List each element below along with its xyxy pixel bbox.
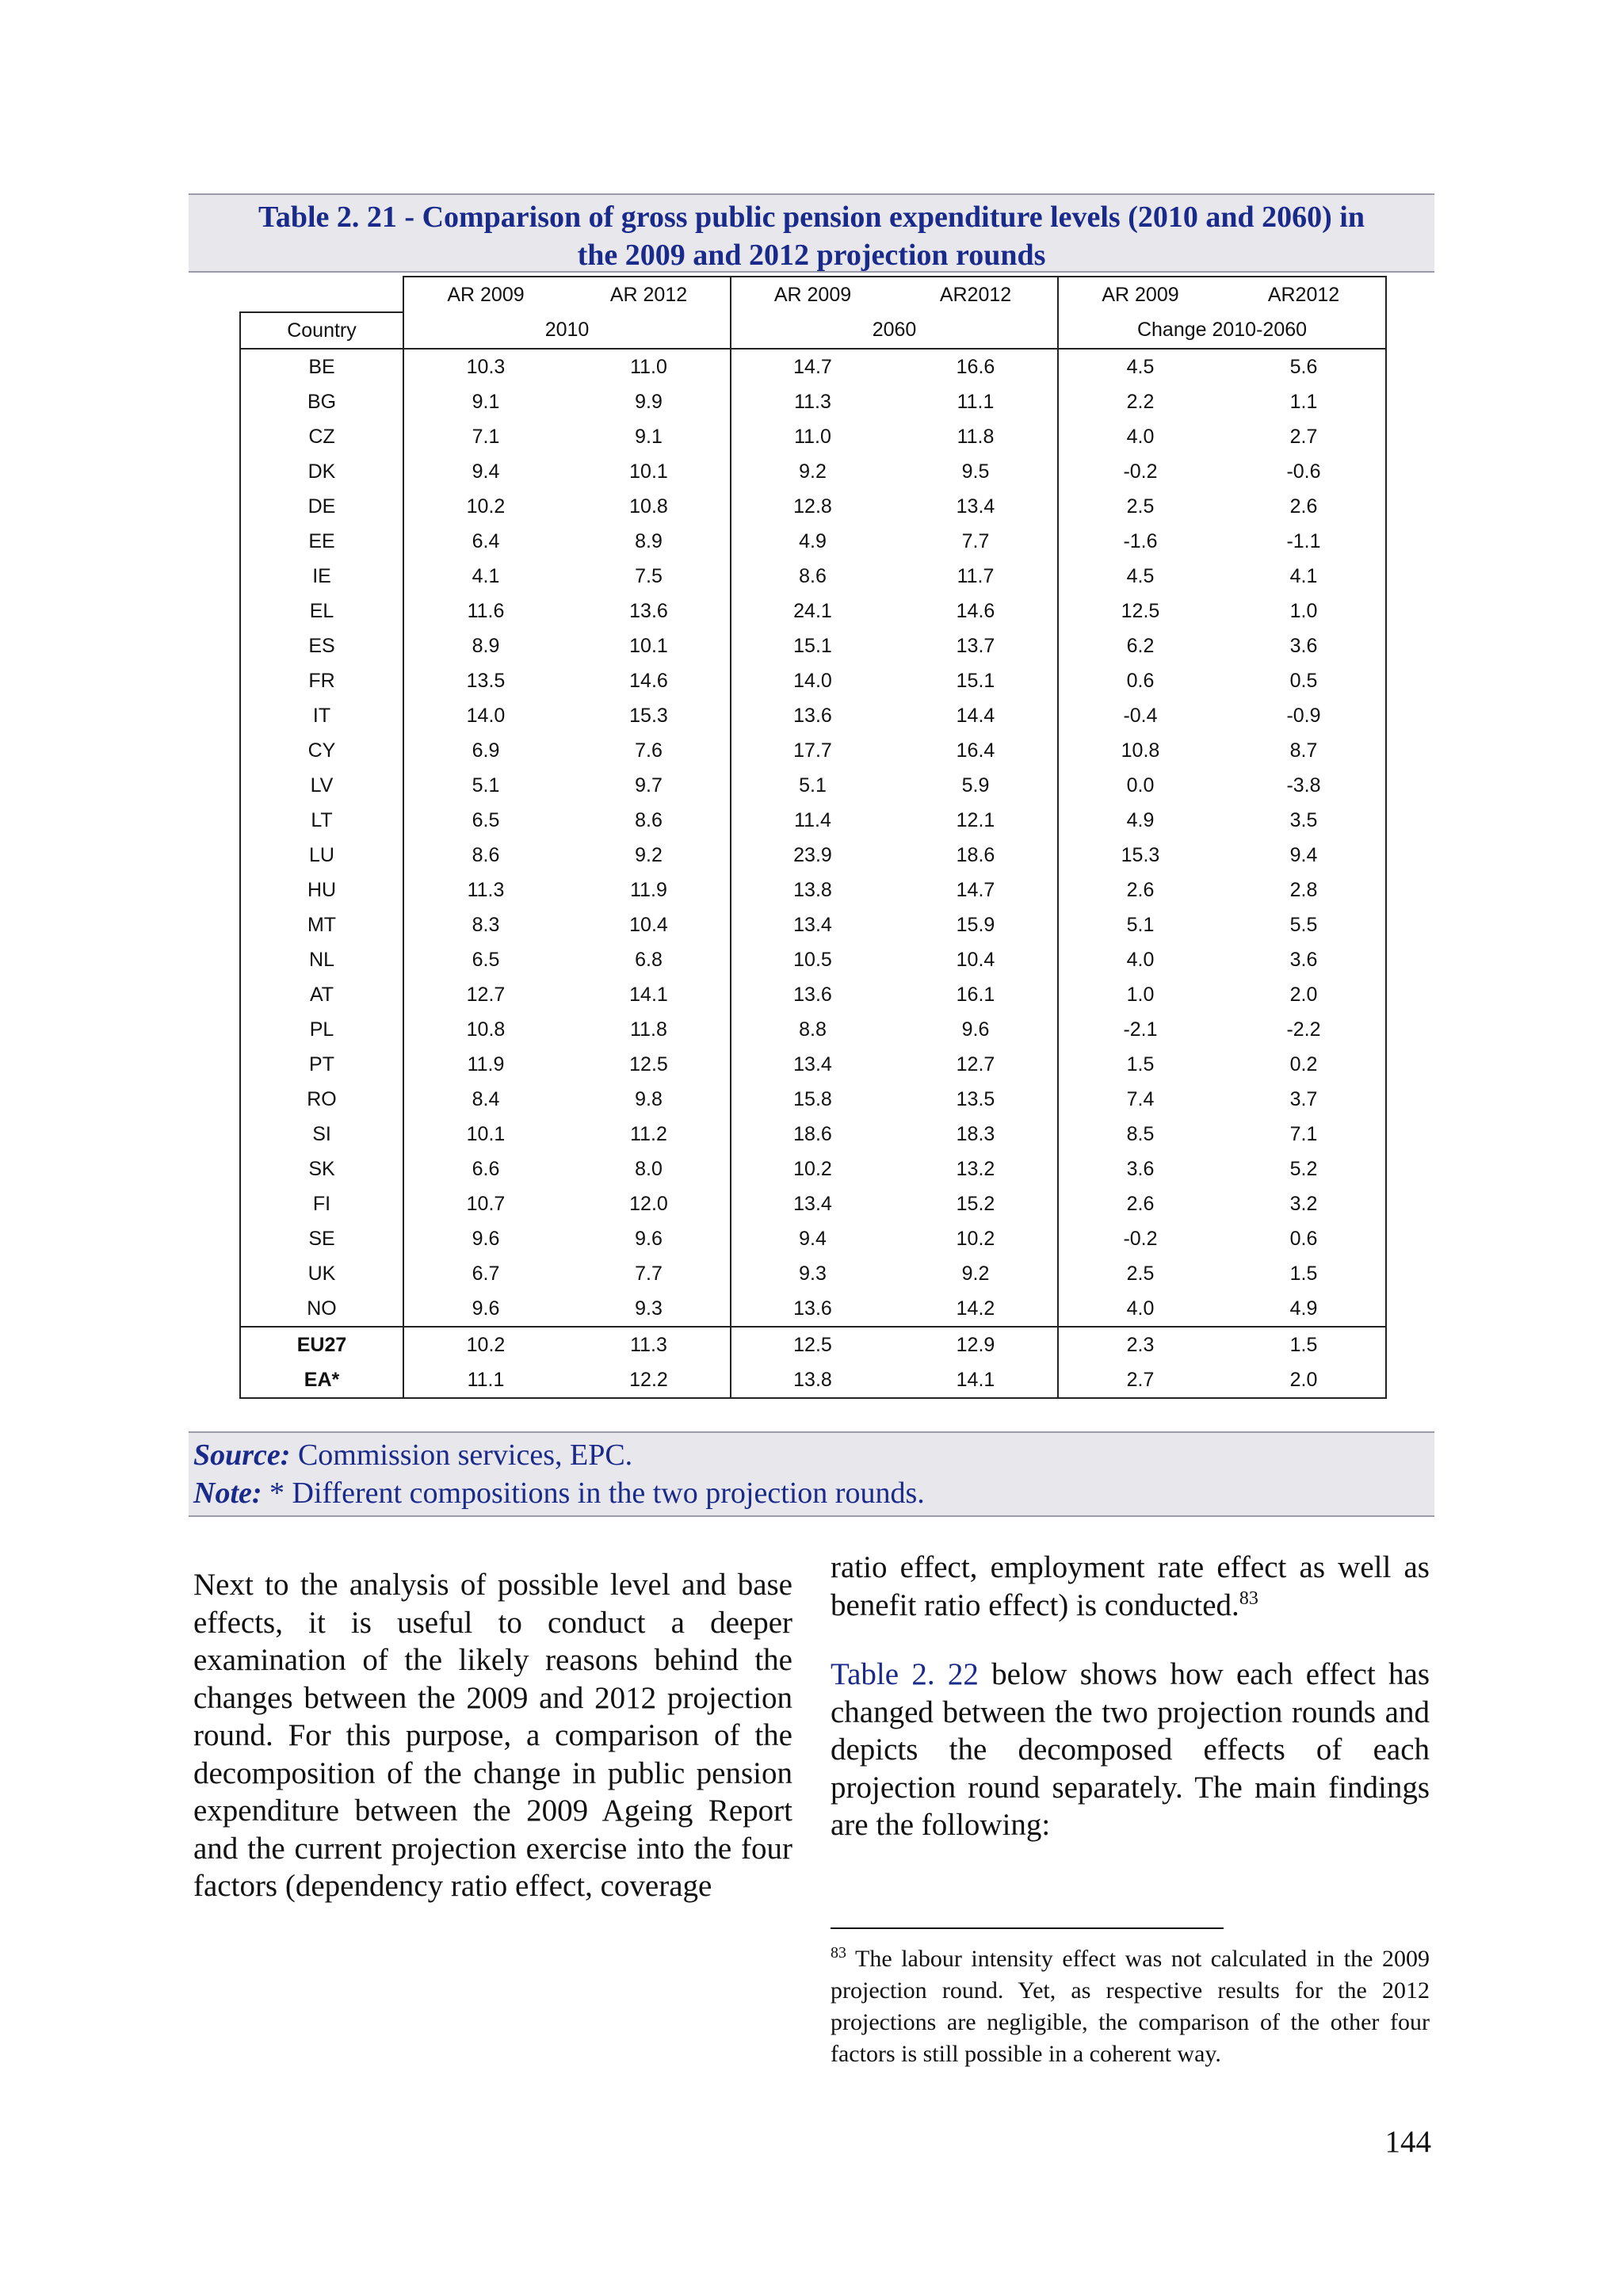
country-cell: NL	[240, 942, 403, 977]
value-cell: 3.7	[1222, 1082, 1386, 1117]
value-cell: 9.4	[1222, 838, 1386, 873]
value-cell: 9.6	[472, 1227, 500, 1250]
country-cell: LV	[240, 768, 403, 803]
value-cell: 16.4	[956, 739, 995, 762]
country-cell: SK	[240, 1152, 403, 1186]
country-cell: PT	[240, 1047, 403, 1082]
value-cell: 1.5	[1222, 1327, 1386, 1362]
group-header-2010: 2010	[403, 312, 731, 349]
value-cell: 6.9	[472, 739, 500, 762]
value-cell: 2.6	[1058, 1186, 1222, 1221]
value-cell: 3.5	[1222, 803, 1386, 838]
value-cell: -1.6	[1058, 524, 1222, 559]
country-cell: IE	[240, 559, 403, 594]
table-summary	[240, 1327, 1386, 1398]
value-cell: 11.1	[957, 390, 995, 413]
value-cell: 2.3	[1058, 1327, 1222, 1362]
value-cell: 11.3	[567, 1327, 731, 1362]
value-cell: 15.8	[731, 1082, 894, 1117]
value-cell: 13.4	[956, 495, 995, 518]
value-cell: 11.8	[957, 425, 995, 448]
value-cell: 4.0	[1058, 1291, 1222, 1327]
value-cell: 12.2	[567, 1362, 731, 1398]
footnote-ref[interactable]: 83	[1239, 1587, 1258, 1609]
value-cell: 2.5	[1058, 1256, 1222, 1291]
value-cell: 12.0	[629, 1192, 668, 1215]
country-cell: BE	[240, 349, 403, 384]
value-cell: 0.6	[1222, 1221, 1386, 1256]
value-cell: 2.2	[1058, 384, 1222, 419]
value-cell: 9.1	[472, 390, 500, 413]
value-cell: 0.5	[1222, 663, 1386, 698]
table-row	[240, 1256, 1386, 1291]
round-header: AR 2009	[1058, 277, 1222, 312]
value-cell: 16.1	[956, 983, 995, 1006]
value-cell: 14.0	[731, 663, 894, 698]
value-cell: 10.1	[629, 460, 668, 483]
value-cell: 14.6	[956, 599, 995, 622]
value-cell: 0.2	[1222, 1047, 1386, 1082]
value-cell: 12.9	[894, 1327, 1058, 1362]
value-cell: 7.4	[1058, 1082, 1222, 1117]
value-cell: 14.1	[894, 1362, 1058, 1398]
value-cell: 3.2	[1222, 1186, 1386, 1221]
value-cell: -3.8	[1222, 768, 1386, 803]
value-cell: 15.2	[956, 1192, 995, 1215]
country-cell: EA*	[240, 1362, 403, 1398]
value-cell: 7.7	[961, 529, 990, 552]
value-cell: 13.6	[731, 977, 894, 1012]
value-cell: 8.4	[472, 1087, 500, 1110]
country-cell: SI	[240, 1117, 403, 1152]
value-cell: 8.6	[635, 808, 663, 831]
value-cell: 15.3	[629, 704, 668, 727]
value-cell: 12.8	[731, 489, 894, 524]
value-cell: 3.6	[1058, 1152, 1222, 1186]
value-cell: 2.6	[1222, 489, 1386, 524]
country-header: Country	[240, 312, 403, 349]
value-cell: 13.6	[731, 698, 894, 733]
right-paragraph-rest: below shows how each effect has changed between the two projection rounds and depicts the decomposed effects of each projection round separately. The main findings are the following:	[831, 1657, 1430, 1842]
value-cell: 11.9	[467, 1052, 505, 1075]
value-cell: 2.7	[1058, 1362, 1222, 1398]
value-cell: 13.2	[956, 1157, 995, 1180]
table-row	[240, 1186, 1386, 1221]
table-row	[240, 663, 1386, 698]
round-header: AR2012	[894, 277, 1058, 312]
value-cell: 9.2	[961, 1262, 990, 1285]
country-cell: CY	[240, 733, 403, 768]
value-cell: 5.9	[961, 774, 990, 797]
value-cell: 9.1	[635, 425, 663, 448]
country-cell: RO	[240, 1082, 403, 1117]
country-cell: DE	[240, 489, 403, 524]
country-cell: ES	[240, 628, 403, 663]
value-cell: 9.6	[403, 1291, 567, 1327]
value-cell: 14.6	[629, 669, 668, 692]
value-cell: 9.8	[635, 1087, 663, 1110]
table-row	[240, 768, 1386, 803]
value-cell: 11.8	[630, 1018, 667, 1041]
value-cell: 18.3	[956, 1122, 995, 1145]
value-cell: 6.7	[472, 1262, 500, 1285]
value-cell: 0.6	[1058, 663, 1222, 698]
right-column	[831, 1549, 1430, 1844]
pension-expenditure-table	[239, 276, 1387, 1399]
right-paragraph-text: ratio effect, employment rate effect as well as benefit ratio effect) is conducted.	[831, 1550, 1430, 1622]
value-cell: 13.4	[731, 907, 894, 942]
table-row	[240, 1221, 1386, 1256]
value-cell: 9.4	[731, 1221, 894, 1256]
value-cell: 2.0	[1222, 977, 1386, 1012]
value-cell: 14.4	[956, 704, 995, 727]
country-cell: FR	[240, 663, 403, 698]
value-cell: 9.6	[961, 1018, 990, 1041]
source-label: Source:	[193, 1438, 291, 1472]
footnote-text: The labour intensity effect was not calculated in the 2009 projection round. Yet, as respective results for the 2012 projections are negligible, the comparison of the other four factors is still possible in a coherent way.	[831, 1946, 1430, 2067]
value-cell: 8.6	[472, 843, 500, 866]
table-row	[240, 454, 1386, 489]
value-cell: 10.2	[731, 1152, 894, 1186]
country-cell: NO	[240, 1291, 403, 1327]
value-cell: 13.4	[731, 1047, 894, 1082]
value-cell: 13.8	[731, 1362, 894, 1398]
value-cell: 6.5	[472, 808, 500, 831]
value-cell: 9.6	[635, 1227, 663, 1250]
group-header-change: Change 2010-2060	[1058, 312, 1386, 349]
round-header: AR 2009	[403, 277, 567, 312]
value-cell: 14.2	[894, 1291, 1058, 1327]
value-cell: 12.5	[1058, 594, 1222, 628]
country-cell: DK	[240, 454, 403, 489]
footnote-number: 83	[831, 1944, 846, 1962]
page-number: 144	[1384, 2125, 1431, 2159]
value-cell: 13.5	[956, 1087, 995, 1110]
table-row	[240, 1047, 1386, 1082]
value-cell: 8.7	[1222, 733, 1386, 768]
value-cell: 10.2	[403, 1327, 567, 1362]
value-cell: 15.3	[1058, 838, 1222, 873]
value-cell: 17.7	[731, 733, 894, 768]
country-cell: EE	[240, 524, 403, 559]
value-cell: 1.5	[1058, 1047, 1222, 1082]
value-cell: 11.0	[731, 419, 894, 454]
value-cell: 2.6	[1058, 873, 1222, 907]
table-row	[240, 489, 1386, 524]
value-cell: 12.7	[466, 983, 506, 1006]
value-cell: 6.6	[472, 1157, 500, 1180]
value-cell: 10.2	[956, 1227, 995, 1250]
value-cell: 0.0	[1058, 768, 1222, 803]
value-cell: 13.6	[731, 1291, 894, 1327]
country-cell: AT	[240, 977, 403, 1012]
value-cell: 8.8	[731, 1012, 894, 1047]
table-row	[240, 838, 1386, 873]
value-cell: 4.0	[1058, 419, 1222, 454]
body-paragraph-right-2	[831, 1656, 1430, 1844]
table-row	[240, 594, 1386, 628]
country-cell: HU	[240, 873, 403, 907]
value-cell: 10.5	[731, 942, 894, 977]
country-cell: IT	[240, 698, 403, 733]
value-cell: 23.9	[731, 838, 894, 873]
value-cell: 4.0	[1058, 942, 1222, 977]
value-cell: -0.4	[1058, 698, 1222, 733]
value-cell: 10.8	[1058, 733, 1222, 768]
value-cell: 2.5	[1058, 489, 1222, 524]
table-caption-line-2: the 2009 and 2012 projection rounds	[577, 239, 1046, 272]
value-cell: 13.7	[956, 634, 995, 657]
table-row	[240, 628, 1386, 663]
value-cell: 15.1	[731, 628, 894, 663]
value-cell: 10.8	[629, 495, 668, 518]
value-cell: 11.3	[467, 878, 505, 901]
value-cell: 8.3	[472, 913, 500, 936]
value-cell: 13.8	[731, 873, 894, 907]
value-cell: 5.1	[1058, 907, 1222, 942]
value-cell: 2.7	[1222, 419, 1386, 454]
value-cell: 8.0	[635, 1157, 663, 1180]
value-cell: 3.6	[1222, 942, 1386, 977]
value-cell: 9.9	[635, 390, 663, 413]
value-cell: 2.8	[1222, 873, 1386, 907]
country-cell: PL	[240, 1012, 403, 1047]
round-header-row	[240, 277, 1386, 312]
value-cell: 4.9	[731, 524, 894, 559]
value-cell: 5.1	[472, 774, 500, 797]
summary-row	[240, 1327, 1386, 1362]
value-cell: 10.2	[466, 495, 506, 518]
value-cell: 9.2	[635, 843, 663, 866]
value-cell: 3.6	[1222, 628, 1386, 663]
value-cell: 5.5	[1222, 907, 1386, 942]
value-cell: 7.6	[635, 739, 663, 762]
value-cell: -0.2	[1058, 1221, 1222, 1256]
empty-corner	[240, 277, 403, 312]
note-line	[193, 1474, 1430, 1512]
value-cell: -0.6	[1222, 454, 1386, 489]
table-row	[240, 524, 1386, 559]
table-row	[240, 1152, 1386, 1186]
table-row	[240, 1012, 1386, 1047]
value-cell: 5.2	[1222, 1152, 1386, 1186]
value-cell: 4.1	[1222, 559, 1386, 594]
value-cell: 4.5	[1058, 349, 1222, 384]
value-cell: 10.7	[466, 1192, 506, 1215]
value-cell: 14.1	[629, 983, 668, 1006]
table-row	[240, 907, 1386, 942]
value-cell: 10.8	[466, 1018, 506, 1041]
value-cell: 15.1	[956, 669, 995, 692]
value-cell: 8.5	[1058, 1117, 1222, 1152]
value-cell: 1.1	[1222, 384, 1386, 419]
value-cell: -0.9	[1222, 698, 1386, 733]
table-row	[240, 384, 1386, 419]
country-cell: UK	[240, 1256, 403, 1291]
value-cell: 4.1	[472, 564, 500, 587]
country-cell: EL	[240, 594, 403, 628]
value-cell: 4.9	[1222, 1291, 1386, 1327]
value-cell: 14.7	[956, 878, 995, 901]
table-row	[240, 1117, 1386, 1152]
table-row	[240, 942, 1386, 977]
table-row	[240, 698, 1386, 733]
value-cell: 8.6	[731, 559, 894, 594]
value-cell: 8.9	[635, 529, 663, 552]
value-cell: 11.7	[957, 564, 995, 587]
table-row	[240, 419, 1386, 454]
note-label: Note:	[193, 1477, 262, 1510]
table-row	[240, 349, 1386, 384]
country-cell: BG	[240, 384, 403, 419]
country-cell: CZ	[240, 419, 403, 454]
value-cell: 6.2	[1058, 628, 1222, 663]
value-cell: 2.0	[1222, 1362, 1386, 1398]
value-cell: 9.3	[567, 1291, 731, 1327]
country-cell: EU27	[240, 1327, 403, 1362]
table-caption	[189, 193, 1434, 273]
note-text: * Different compositions in the two projection rounds.	[262, 1477, 925, 1510]
value-cell: 1.0	[1222, 594, 1386, 628]
value-cell: 12.5	[629, 1052, 668, 1075]
table-row	[240, 1082, 1386, 1117]
value-cell: 11.1	[403, 1362, 567, 1398]
value-cell: 13.5	[466, 669, 506, 692]
body-paragraph-right-1	[831, 1549, 1430, 1624]
body-paragraph-left: Next to the analysis of possible level and base effects, it is useful to conduct a deeper examination of the likely reasons behind the changes between the 2009 and 2012 projection round. For this purpose, a comparison of the decomposition of the change in public pension expenditure between the 2009 Ageing Report and the current projection exercise into the four factors (dependency ratio effect, coverage	[193, 1568, 792, 1903]
value-cell: 9.5	[961, 460, 990, 483]
table-reference-link[interactable]: Table 2. 22	[831, 1657, 979, 1691]
summary-row	[240, 1362, 1386, 1398]
left-column	[193, 1566, 792, 1905]
value-cell: 13.4	[731, 1186, 894, 1221]
value-cell: 10.1	[629, 634, 668, 657]
value-cell: 12.5	[731, 1327, 894, 1362]
value-cell: 18.6	[731, 1117, 894, 1152]
value-cell: 5.1	[731, 768, 894, 803]
source-note-box	[189, 1431, 1434, 1517]
value-cell: 10.4	[956, 948, 995, 971]
value-cell: 12.1	[956, 808, 995, 831]
round-header: AR2012	[1222, 277, 1386, 312]
table-row	[240, 873, 1386, 907]
value-cell: -1.1	[1222, 524, 1386, 559]
value-cell: 11.2	[630, 1122, 667, 1145]
round-header: AR 2009	[731, 277, 894, 312]
value-cell: 4.9	[1058, 803, 1222, 838]
value-cell: 8.9	[472, 634, 500, 657]
group-header-row	[240, 312, 1386, 349]
source-line	[193, 1436, 1430, 1474]
value-cell: 6.5	[472, 948, 500, 971]
table-row	[240, 733, 1386, 768]
value-cell: 9.2	[731, 454, 894, 489]
value-cell: 15.9	[956, 913, 995, 936]
value-cell: -2.2	[1222, 1012, 1386, 1047]
value-cell: 9.3	[731, 1256, 894, 1291]
footnote	[831, 1943, 1430, 2070]
value-cell: -0.2	[1058, 454, 1222, 489]
value-cell: 13.6	[629, 599, 668, 622]
value-cell: 16.6	[956, 355, 995, 378]
value-cell: 11.0	[630, 355, 667, 378]
country-cell: MT	[240, 907, 403, 942]
table-row	[240, 977, 1386, 1012]
value-cell: 14.7	[731, 349, 894, 384]
round-header: AR 2012	[567, 277, 731, 312]
value-cell: 10.3	[466, 355, 506, 378]
group-header-2060: 2060	[731, 312, 1058, 349]
country-cell: LT	[240, 803, 403, 838]
value-cell: 1.5	[1222, 1256, 1386, 1291]
value-cell: 7.1	[472, 425, 500, 448]
footnote-divider	[831, 1927, 1224, 1929]
value-cell: 24.1	[731, 594, 894, 628]
value-cell: 14.0	[466, 704, 506, 727]
country-cell: SE	[240, 1221, 403, 1256]
value-cell: 11.9	[630, 878, 667, 901]
country-cell: FI	[240, 1186, 403, 1221]
value-cell: 1.0	[1058, 977, 1222, 1012]
table-row	[240, 1291, 1386, 1327]
value-cell: -2.1	[1058, 1012, 1222, 1047]
value-cell: 18.6	[956, 843, 995, 866]
table-body	[240, 349, 1386, 1327]
value-cell: 7.7	[635, 1262, 663, 1285]
value-cell: 10.1	[466, 1122, 506, 1145]
value-cell: 7.1	[1222, 1117, 1386, 1152]
value-cell: 5.6	[1222, 349, 1386, 384]
value-cell: 6.8	[635, 948, 663, 971]
value-cell: 6.4	[472, 529, 500, 552]
value-cell: 4.5	[1058, 559, 1222, 594]
country-cell: LU	[240, 838, 403, 873]
value-cell: 9.4	[472, 460, 500, 483]
value-cell: 11.3	[731, 384, 894, 419]
value-cell: 11.4	[731, 803, 894, 838]
value-cell: 10.4	[629, 913, 668, 936]
value-cell: 12.7	[956, 1052, 995, 1075]
table-row	[240, 803, 1386, 838]
source-text: Commission services, EPC.	[290, 1438, 633, 1472]
value-cell: 9.7	[635, 774, 663, 797]
table-row	[240, 559, 1386, 594]
value-cell: 11.6	[467, 599, 505, 622]
value-cell: 7.5	[635, 564, 663, 587]
table-caption-line-1: Table 2. 21 - Comparison of gross public pension expenditure levels (2010 and 2060) in	[258, 201, 1365, 234]
